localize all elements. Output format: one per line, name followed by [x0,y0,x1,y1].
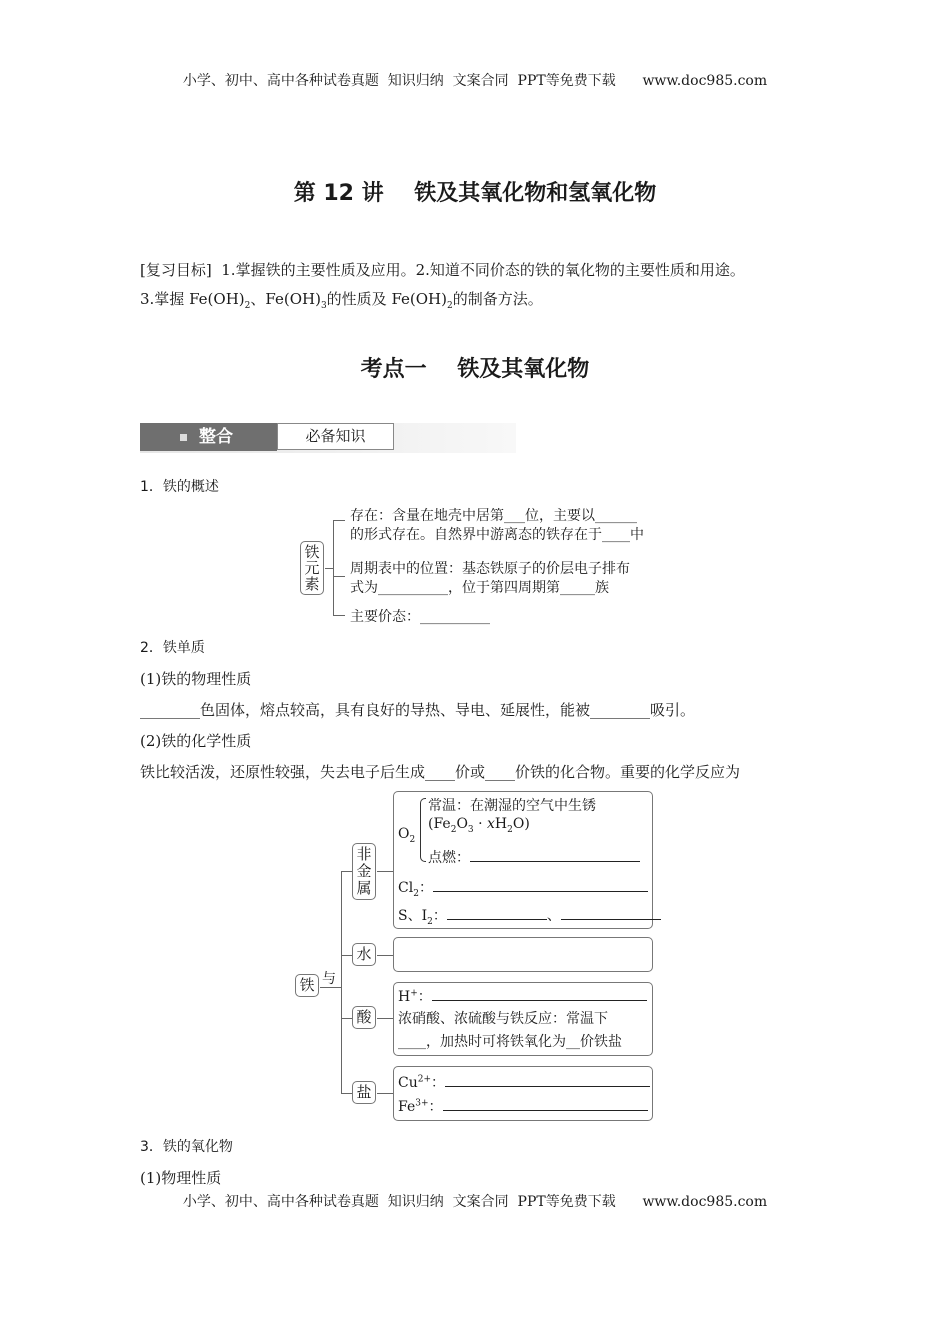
connector [341,955,352,956]
existence-line1: 存在：含量在地壳中居第___位，主要以______ [350,508,637,524]
section-title: 考点一 铁及其氧化物 [360,357,590,382]
position-line2: 式为__________，位于第四周期第_____族 [350,580,609,596]
rust-line: 常温：在潮湿的空气中生锈 [428,798,596,814]
node-salt: 盐 [352,1081,376,1104]
heading-2: 2．铁单质 [140,640,205,656]
node-water: 水 [352,943,376,966]
t: 2 [409,834,416,845]
blank [445,1072,650,1087]
acid-line1: 浓硝酸、浓硫酸与铁反应：常温下 [398,1011,608,1027]
t: H [398,989,411,1005]
t: 铁 [304,543,320,561]
t: 2+ [417,1074,432,1085]
blank [432,986,647,1001]
t: 非 [356,845,372,863]
t: ： [432,908,447,924]
connector [333,615,345,616]
blank [433,877,648,892]
t: ： [431,1075,446,1091]
burn-line [428,847,640,867]
s-i2-line [398,905,661,927]
t: 金 [356,862,372,880]
t: O) [512,816,530,832]
t: 点燃： [428,850,470,866]
t: O [398,826,410,842]
t: · [473,816,488,832]
t: 素 [304,575,320,593]
t: O [456,816,468,832]
t: ： [417,989,432,1005]
t: 2 [427,916,433,927]
blank [470,847,640,862]
t: ： [418,880,433,896]
t: 的制备方法。 [452,290,543,308]
water-box [393,937,653,972]
t: 元 [304,559,320,577]
t: 2 [244,301,251,311]
page-header: 小学、初中、高中各种试卷真题 知识归纳 文案合同 PPT等免费下载 www.doc985.com [182,73,768,89]
t: 3 [467,824,474,835]
node-nonmetal [352,843,376,900]
t: 3+ [415,1098,429,1109]
t: H [494,816,508,832]
heading-3: 3．铁的氧化物 [140,1139,233,1155]
acid-line2: ____，加热时可将铁氧化为__价铁盐 [398,1034,622,1050]
connector [377,955,393,956]
subheading-oxide-physical: (1)物理性质 [140,1169,222,1187]
t: Fe [398,1099,416,1115]
banner-left [140,423,277,451]
connector [377,1018,393,1019]
connector [333,520,345,521]
t: Cu [398,1075,418,1091]
heading-1: 1．铁的概述 [140,479,219,495]
t: 2 [413,888,419,899]
acid-box [393,982,653,1056]
review-label: [复习目标] [140,261,212,279]
page-footer: 小学、初中、高中各种试卷真题 知识归纳 文案合同 PPT等免费下载 www.doc985.com [182,1194,768,1210]
salt-box [393,1066,653,1121]
valence-line: 主要价态：__________ [350,609,490,625]
t: ： [428,1099,443,1115]
rust-formula [428,816,530,835]
t: 、Fe(OH) [250,290,321,308]
connector [377,871,393,872]
t: 2 [450,824,457,835]
t: x [487,816,495,832]
connector [325,568,333,569]
connector [341,1093,352,1094]
t: 、 [546,908,561,924]
banner-left-label: 整合 [199,427,233,447]
subheading-physical: (1)铁的物理性质 [140,670,252,688]
blank [561,905,661,920]
t: 3.掌握 Fe(OH) [140,290,245,308]
with-label: 与 [322,971,336,987]
t: (Fe [428,816,451,832]
blank [443,1096,648,1111]
t: 2 [447,301,453,311]
o2-label [398,826,415,845]
nonmetal-box [393,791,653,929]
banner-right-label: 必备知识 [277,423,394,450]
blank [447,905,547,920]
subheading-chemical: (2)铁的化学性质 [140,732,252,750]
t: S、I [398,908,428,924]
trunk-line [341,871,342,1093]
existence-line2: 的形式存在。自然界中游离态的铁存在于____中 [350,527,644,543]
chemical-text: 铁比较活泼，还原性较强，失去电子后生成____价或____价铁的化合物。重要的化学反应为 [140,763,741,781]
cl2-line [398,877,648,899]
connector [320,987,341,988]
review-goals-line1 [140,259,745,280]
cu-line [398,1072,650,1092]
h-line [398,986,647,1006]
t: + [410,988,418,999]
t: 属 [356,879,372,897]
section-banner [140,423,516,453]
t: 3 [320,301,327,311]
t: Cl [398,880,414,896]
node-acid: 酸 [352,1006,376,1029]
position-line1: 周期表中的位置：基态铁原子的价层电子排布 [350,561,630,577]
connector [341,871,352,872]
fe-line [398,1096,648,1116]
node-iron: 铁 [295,974,319,997]
physical-text: ________色固体，熔点较高，具有良好的导热、导电、延展性，能被________吸引。 [140,701,696,719]
brace [420,798,426,862]
node-iron-element [300,541,324,595]
connector [377,1093,393,1094]
lecture-title: 第 12 讲 铁及其氧化物和氢氧化物 [293,181,657,206]
t: 的性质及 Fe(OH) [326,290,447,308]
t: 2 [507,824,513,835]
review-goals-line2 [140,288,543,311]
bracket-line [333,520,334,615]
square-icon [180,434,187,441]
review-text: 1.掌握铁的主要性质及应用。2.知道不同价态的铁的氧化物的主要性质和用途。 [211,261,745,279]
connector [333,576,345,577]
connector [341,1018,352,1019]
